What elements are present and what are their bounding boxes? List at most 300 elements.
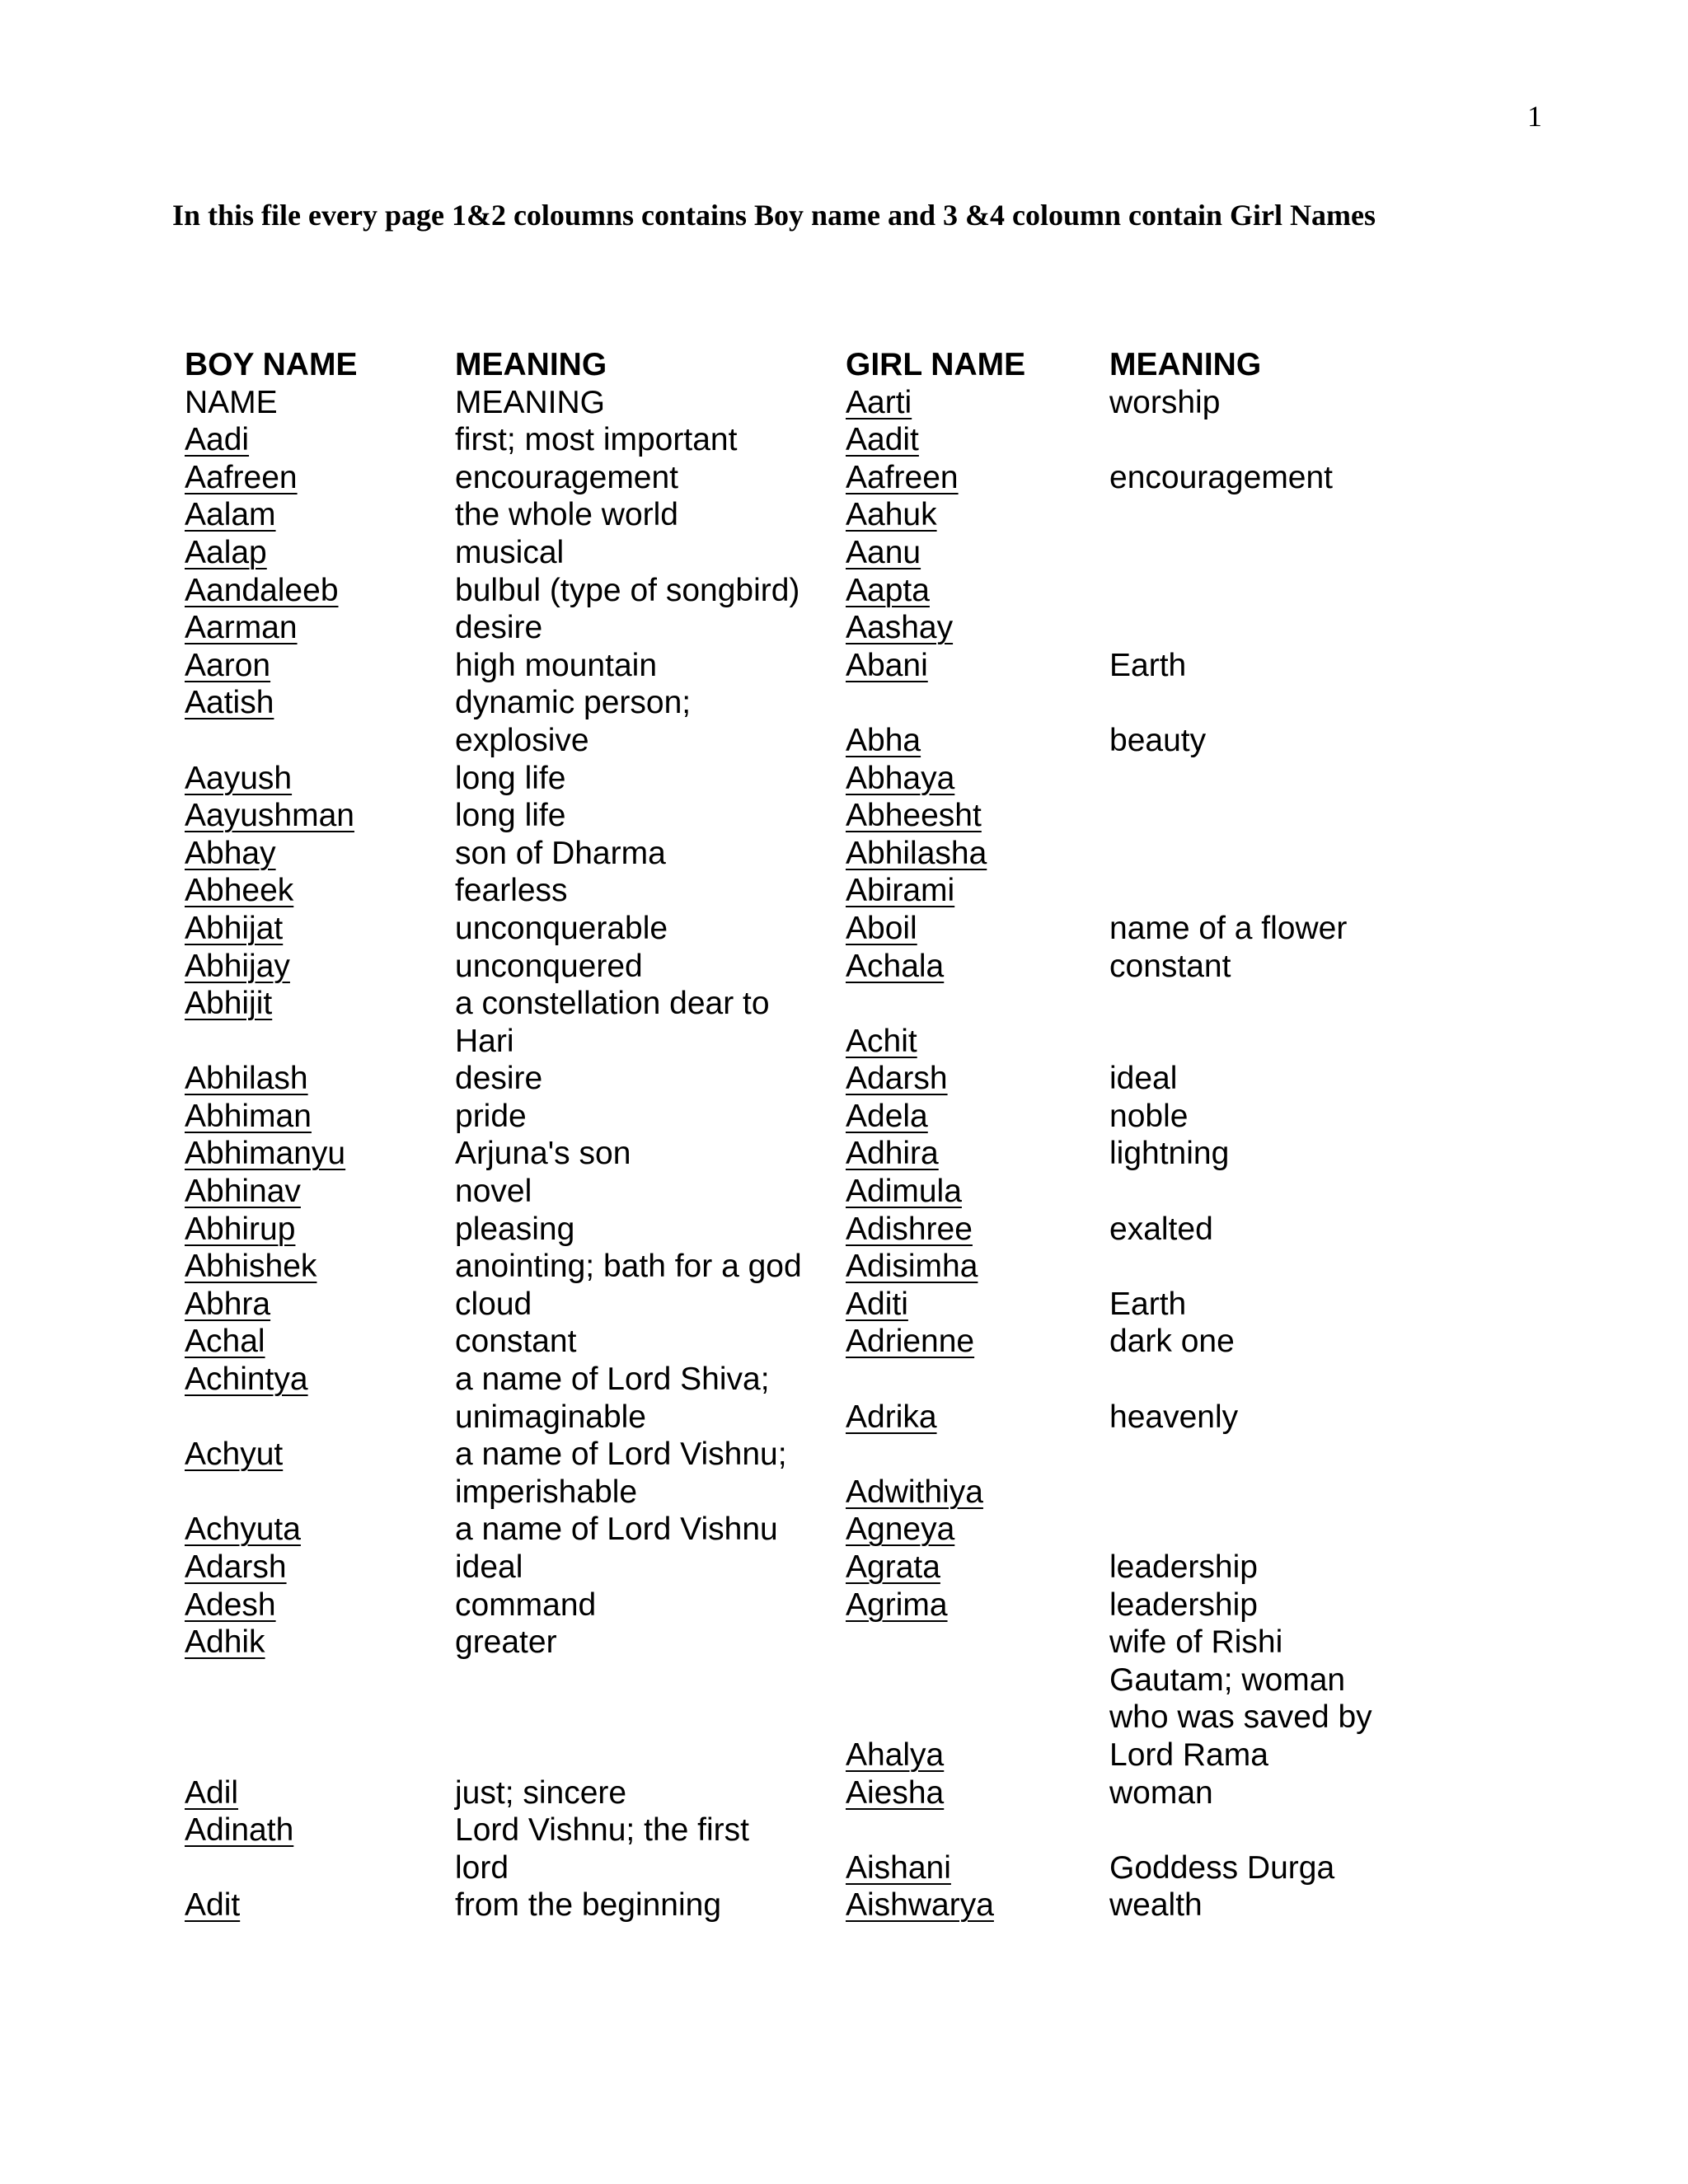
name-link[interactable]: Aalam <box>185 497 276 533</box>
girl-name-cell <box>846 1736 1109 1774</box>
name-link[interactable]: Achyuta <box>185 1511 301 1548</box>
girl-name-cell <box>846 722 1109 760</box>
page-number: 1 <box>1527 100 1542 133</box>
name-link[interactable]: Adisimha <box>846 1249 978 1285</box>
boy-name-cell <box>185 1248 455 1286</box>
girl-name-cell <box>846 1661 1109 1699</box>
girl-meaning-cell <box>1109 985 1373 1023</box>
cell-text: Lord Rama <box>1109 1736 1268 1773</box>
name-link[interactable]: Aarti <box>846 384 912 420</box>
header-girl-meaning: MEANING <box>1109 347 1262 382</box>
girl-name-cell <box>846 1248 1109 1286</box>
boy-name-cell <box>185 384 455 422</box>
boy-name-cell <box>185 496 455 534</box>
girl-name-cell <box>846 835 1109 873</box>
boy-name-cell <box>185 647 455 685</box>
cell-text: encouragement <box>455 459 679 495</box>
boy-name-cell <box>185 572 455 610</box>
boy-meaning-cell <box>455 1323 846 1361</box>
cell-text: exalted <box>1109 1211 1213 1247</box>
name-link[interactable]: Adarsh <box>185 1549 287 1585</box>
cell-text: musical <box>455 534 565 570</box>
cell-text: name of a flower <box>1109 910 1348 946</box>
boy-name-cell <box>185 1661 455 1699</box>
cell-text: Lord Vishnu; the first <box>455 1812 749 1849</box>
table-row <box>185 1736 1373 1774</box>
girl-meaning-cell <box>1109 1211 1373 1249</box>
name-link[interactable]: Aayush <box>185 760 293 796</box>
name-link[interactable]: Aashay <box>846 610 954 646</box>
table-row <box>185 1624 1373 1661</box>
boy-meaning-cell <box>455 948 846 986</box>
girl-meaning-cell <box>1109 1849 1373 1887</box>
name-link[interactable]: Aboil <box>846 910 917 946</box>
boy-meaning-cell <box>455 1023 846 1061</box>
name-link[interactable]: Aadi <box>185 422 250 458</box>
girl-meaning-cell <box>1109 647 1373 685</box>
girl-name-cell <box>846 1849 1109 1887</box>
name-link[interactable]: Achintya <box>185 1361 308 1398</box>
boy-meaning-cell <box>455 496 846 534</box>
girl-meaning-cell <box>1109 1436 1373 1474</box>
name-link[interactable]: Achala <box>846 948 945 984</box>
cell-text: wife of Rishi <box>1109 1624 1283 1661</box>
girl-name-cell <box>846 797 1109 835</box>
cell-text: novel <box>455 1174 532 1210</box>
name-link[interactable]: Abhilash <box>185 1061 308 1097</box>
boy-meaning-cell <box>455 1661 846 1699</box>
name-link[interactable]: Agrata <box>846 1549 940 1585</box>
cell-text: constant <box>455 1324 577 1360</box>
boy-meaning-cell <box>455 797 846 835</box>
cell-text: explosive <box>455 722 589 758</box>
name-link[interactable]: Abirami <box>846 873 955 909</box>
boy-meaning-cell <box>455 722 846 760</box>
cell-text: greater <box>455 1624 557 1661</box>
boy-name-cell <box>185 1399 455 1436</box>
girl-name-cell <box>846 1173 1109 1211</box>
name-link[interactable]: Aatish <box>185 685 274 721</box>
cell-text: desire <box>455 1061 543 1097</box>
table-row <box>185 647 1373 685</box>
boy-name-cell <box>185 1060 455 1098</box>
name-link[interactable]: Adil <box>185 1774 239 1811</box>
boy-name-cell <box>185 609 455 647</box>
name-link[interactable]: Aalap <box>185 534 267 570</box>
girl-name-cell <box>846 1399 1109 1436</box>
girl-meaning-cell <box>1109 496 1373 534</box>
name-link[interactable]: Agrima <box>846 1586 948 1623</box>
girl-name-cell <box>846 1060 1109 1098</box>
boy-name-cell <box>185 722 455 760</box>
table-row <box>185 872 1373 910</box>
boy-meaning-cell <box>455 534 846 572</box>
name-link[interactable]: Aapta <box>846 572 930 608</box>
table-row <box>185 1135 1373 1173</box>
name-link[interactable]: Adarsh <box>846 1061 948 1097</box>
name-link[interactable]: Aditi <box>846 1286 908 1322</box>
cell-text: leadership <box>1109 1549 1258 1585</box>
name-link[interactable]: Abhiman <box>185 1098 312 1134</box>
girl-meaning-cell <box>1109 684 1373 722</box>
name-link[interactable]: Abhinav <box>185 1174 301 1210</box>
cell-text: leadership <box>1109 1586 1258 1623</box>
table-row <box>185 1286 1373 1324</box>
boy-meaning-cell <box>455 1586 846 1624</box>
table-row <box>185 722 1373 760</box>
girl-name-cell <box>846 1211 1109 1249</box>
boy-meaning-cell <box>455 421 846 459</box>
boy-meaning-cell <box>455 572 846 610</box>
name-link[interactable]: Abhijit <box>185 986 273 1022</box>
cell-text: cloud <box>455 1286 532 1322</box>
boy-name-cell <box>185 1549 455 1586</box>
name-link[interactable]: Abhishek <box>185 1249 317 1285</box>
girl-name-cell <box>846 1474 1109 1511</box>
names-table <box>185 346 1373 1924</box>
boy-name-cell <box>185 459 455 497</box>
girl-name-cell <box>846 1323 1109 1361</box>
table-row <box>185 684 1373 722</box>
table-row <box>185 1248 1373 1286</box>
header-girl-name: GIRL NAME <box>846 347 1026 382</box>
boy-name-cell <box>185 1699 455 1736</box>
girl-meaning-cell <box>1109 722 1373 760</box>
name-link[interactable]: Abhaya <box>846 760 955 796</box>
girl-meaning-cell <box>1109 1736 1373 1774</box>
girl-meaning-cell <box>1109 1248 1373 1286</box>
name-link[interactable]: Abhijat <box>185 910 284 946</box>
girl-name-cell <box>846 1586 1109 1624</box>
cell-text: NAME <box>185 384 278 420</box>
girl-meaning-cell <box>1109 1361 1373 1399</box>
girl-name-cell <box>846 496 1109 534</box>
cell-text: dark one <box>1109 1324 1235 1360</box>
cell-text: beauty <box>1109 722 1207 758</box>
boy-name-cell <box>185 760 455 798</box>
boy-meaning-cell <box>455 1135 846 1173</box>
cell-text: ideal <box>455 1549 523 1585</box>
table-row <box>185 797 1373 835</box>
boy-name-cell <box>185 985 455 1023</box>
boy-name-cell <box>185 797 455 835</box>
girl-name-cell <box>846 1436 1109 1474</box>
cell-text: command <box>455 1586 597 1623</box>
girl-name-cell <box>846 1774 1109 1812</box>
boy-meaning-cell <box>455 1361 846 1399</box>
boy-meaning-cell <box>455 1736 846 1774</box>
girl-name-cell <box>846 1023 1109 1061</box>
name-link[interactable]: Achit <box>846 1023 917 1059</box>
boy-meaning-cell <box>455 835 846 873</box>
name-link[interactable]: Abha <box>846 722 921 758</box>
cell-text: anointing; bath for a god <box>455 1249 802 1285</box>
girl-meaning-cell <box>1109 1098 1373 1136</box>
girl-name-cell <box>846 1361 1109 1399</box>
girl-name-cell <box>846 1624 1109 1661</box>
cell-text: a name of Lord Shiva; <box>455 1361 770 1398</box>
name-link[interactable]: Aayushman <box>185 798 354 834</box>
girl-name-cell <box>846 1135 1109 1173</box>
cell-text: a name of Lord Vishnu; <box>455 1436 787 1473</box>
table-row <box>185 609 1373 647</box>
girl-name-cell <box>846 421 1109 459</box>
cell-text: noble <box>1109 1098 1189 1134</box>
girl-name-cell <box>846 910 1109 948</box>
boy-meaning-cell <box>455 1248 846 1286</box>
table-row <box>185 534 1373 572</box>
table-row <box>185 1661 1373 1699</box>
boy-name-cell <box>185 872 455 910</box>
boy-name-cell <box>185 1849 455 1887</box>
name-link[interactable]: Abhra <box>185 1286 271 1322</box>
girl-name-cell <box>846 760 1109 798</box>
boy-meaning-cell <box>455 609 846 647</box>
name-link[interactable]: Aishani <box>846 1849 951 1886</box>
girl-name-cell <box>846 1549 1109 1586</box>
cell-text: Goddess Durga <box>1109 1849 1335 1886</box>
girl-meaning-cell <box>1109 1774 1373 1812</box>
girl-meaning-cell <box>1109 572 1373 610</box>
cell-text: Arjuna's son <box>455 1136 631 1172</box>
cell-text: pride <box>455 1098 527 1134</box>
name-link[interactable]: Aadit <box>846 422 919 458</box>
girl-meaning-cell <box>1109 534 1373 572</box>
boy-meaning-cell <box>455 459 846 497</box>
name-link[interactable]: Achyut <box>185 1436 284 1473</box>
girl-meaning-cell <box>1109 421 1373 459</box>
name-link[interactable]: Abheek <box>185 873 294 909</box>
girl-meaning-cell <box>1109 384 1373 422</box>
name-link[interactable]: Aanu <box>846 534 921 570</box>
girl-name-cell <box>846 647 1109 685</box>
boy-meaning-cell <box>455 1286 846 1324</box>
girl-meaning-cell <box>1109 1549 1373 1586</box>
boy-meaning-cell <box>455 1098 846 1136</box>
table-row <box>185 1849 1373 1887</box>
girl-meaning-cell <box>1109 760 1373 798</box>
cell-text: Hari <box>455 1023 514 1059</box>
girl-meaning-cell <box>1109 1886 1373 1924</box>
name-link[interactable]: Aandaleeb <box>185 572 339 608</box>
header-boy-meaning: MEANING <box>455 347 607 382</box>
cell-text: long life <box>455 760 566 796</box>
girl-name-cell <box>846 1811 1109 1849</box>
name-link[interactable]: Adela <box>846 1098 928 1134</box>
boy-name-cell <box>185 1511 455 1549</box>
cell-text: lord <box>455 1849 509 1886</box>
name-link[interactable]: Abhilasha <box>846 835 987 871</box>
boy-name-cell <box>185 534 455 572</box>
boy-meaning-cell <box>455 1173 846 1211</box>
boy-meaning-cell <box>455 1060 846 1098</box>
girl-meaning-cell <box>1109 910 1373 948</box>
name-link[interactable]: Adimula <box>846 1174 962 1210</box>
cell-text: wealth <box>1109 1887 1203 1924</box>
cell-text: unconquerable <box>455 910 668 946</box>
cell-text: bulbul (type of songbird) <box>455 572 800 608</box>
name-link[interactable]: Adrienne <box>846 1324 975 1360</box>
boy-name-cell <box>185 1774 455 1812</box>
name-link[interactable]: Aafreen <box>185 459 298 495</box>
cell-text: dynamic person; <box>455 685 692 721</box>
girl-meaning-cell <box>1109 1811 1373 1849</box>
boy-meaning-cell <box>455 1624 846 1661</box>
cell-text: ideal <box>1109 1061 1178 1097</box>
name-link[interactable]: Abhijay <box>185 948 290 984</box>
cell-text: fearless <box>455 873 568 909</box>
table-row <box>185 1699 1373 1736</box>
name-link[interactable]: Abheesht <box>846 798 982 834</box>
girl-meaning-cell <box>1109 1060 1373 1098</box>
cell-text: son of Dharma <box>455 835 666 871</box>
table-row <box>185 1060 1373 1098</box>
boy-meaning-cell <box>455 910 846 948</box>
girl-name-cell <box>846 572 1109 610</box>
cell-text: Earth <box>1109 1286 1187 1322</box>
name-link[interactable]: Adrika <box>846 1399 937 1435</box>
cell-text: a name of Lord Vishnu <box>455 1511 778 1548</box>
boy-meaning-cell <box>455 1436 846 1474</box>
cell-text: unconquered <box>455 948 643 984</box>
cell-text: desire <box>455 610 543 646</box>
boy-meaning-cell <box>455 1849 846 1887</box>
boy-meaning-cell <box>455 985 846 1023</box>
boy-meaning-cell <box>455 1699 846 1736</box>
name-link[interactable]: Agneya <box>846 1511 955 1548</box>
boy-name-cell <box>185 1361 455 1399</box>
table-row <box>185 1211 1373 1249</box>
table-row <box>185 421 1373 459</box>
name-link[interactable]: Abhay <box>185 835 276 871</box>
boy-name-cell <box>185 1474 455 1511</box>
cell-text: from the beginning <box>455 1887 722 1924</box>
girl-name-cell <box>846 985 1109 1023</box>
boy-name-cell <box>185 421 455 459</box>
boy-meaning-cell <box>455 384 846 422</box>
name-link[interactable]: Adesh <box>185 1586 276 1623</box>
table-row <box>185 1886 1373 1924</box>
girl-meaning-cell <box>1109 1135 1373 1173</box>
name-link[interactable]: Ahalya <box>846 1736 945 1773</box>
name-link[interactable]: Abani <box>846 647 928 683</box>
boy-name-cell <box>185 1323 455 1361</box>
boy-name-cell <box>185 1023 455 1061</box>
cell-text: lightning <box>1109 1136 1230 1172</box>
cell-text: MEANING <box>455 384 606 420</box>
girl-name-cell <box>846 948 1109 986</box>
girl-meaning-cell <box>1109 1286 1373 1324</box>
name-link[interactable]: Adinath <box>185 1812 294 1849</box>
boy-name-cell <box>185 948 455 986</box>
girl-meaning-cell <box>1109 1586 1373 1624</box>
name-link[interactable]: Aaron <box>185 647 271 683</box>
name-link[interactable]: Adhik <box>185 1624 265 1661</box>
boy-meaning-cell <box>455 1211 846 1249</box>
name-link[interactable]: Adwithiya <box>846 1474 983 1510</box>
table-row <box>185 1023 1373 1061</box>
table-row <box>185 1774 1373 1812</box>
boy-name-cell <box>185 1436 455 1474</box>
girl-meaning-cell <box>1109 948 1373 986</box>
boy-name-cell <box>185 1736 455 1774</box>
name-link[interactable]: Abhirup <box>185 1211 296 1247</box>
cell-text: Gautam; woman <box>1109 1661 1346 1698</box>
cell-text: worship <box>1109 384 1221 420</box>
boy-name-cell <box>185 910 455 948</box>
name-link[interactable]: Aahuk <box>846 497 937 533</box>
girl-meaning-cell <box>1109 1474 1373 1511</box>
girl-name-cell <box>846 684 1109 722</box>
table-row <box>185 1361 1373 1399</box>
girl-name-cell <box>846 609 1109 647</box>
cell-text: a constellation dear to <box>455 986 770 1022</box>
cell-text: unimaginable <box>455 1399 647 1435</box>
girl-name-cell <box>846 459 1109 497</box>
girl-name-cell <box>846 1098 1109 1136</box>
table-row <box>185 459 1373 497</box>
boy-name-cell <box>185 1586 455 1624</box>
table-row <box>185 948 1373 986</box>
boy-name-cell <box>185 1624 455 1661</box>
name-link[interactable]: Abhimanyu <box>185 1136 346 1172</box>
table-row <box>185 985 1373 1023</box>
girl-name-cell <box>846 384 1109 422</box>
name-link[interactable]: Achal <box>185 1324 265 1360</box>
cell-text: long life <box>455 798 566 834</box>
boy-meaning-cell <box>455 1549 846 1586</box>
cell-text: imperishable <box>455 1474 638 1510</box>
cell-text: constant <box>1109 948 1231 984</box>
cell-text: just; sincere <box>455 1774 627 1811</box>
girl-meaning-cell <box>1109 459 1373 497</box>
boy-name-cell <box>185 1098 455 1136</box>
girl-name-cell <box>846 1699 1109 1736</box>
table-row <box>185 910 1373 948</box>
boy-meaning-cell <box>455 684 846 722</box>
table-row <box>185 1586 1373 1624</box>
girl-meaning-cell <box>1109 1023 1373 1061</box>
cell-text: heavenly <box>1109 1399 1239 1435</box>
girl-meaning-cell <box>1109 1173 1373 1211</box>
girl-meaning-cell <box>1109 1661 1373 1699</box>
name-link[interactable]: Adhira <box>846 1136 939 1172</box>
cell-text: who was saved by <box>1109 1699 1372 1736</box>
name-link[interactable]: Adit <box>185 1887 241 1924</box>
table-row <box>185 835 1373 873</box>
girl-meaning-cell <box>1109 1624 1373 1661</box>
name-link[interactable]: Adishree <box>846 1211 973 1247</box>
boy-name-cell <box>185 1886 455 1924</box>
cell-text: the whole world <box>455 497 678 533</box>
boy-meaning-cell <box>455 1511 846 1549</box>
boy-meaning-cell <box>455 1811 846 1849</box>
girl-name-cell <box>846 1886 1109 1924</box>
girl-name-cell <box>846 1511 1109 1549</box>
name-link[interactable]: Aishwarya <box>846 1887 994 1924</box>
table-row <box>185 1399 1373 1436</box>
table-row <box>185 1511 1373 1549</box>
boy-meaning-cell <box>455 1886 846 1924</box>
cell-text: high mountain <box>455 647 658 683</box>
name-link[interactable]: Aarman <box>185 610 298 646</box>
table-header-row <box>185 346 1373 384</box>
name-link[interactable]: Aafreen <box>846 459 959 495</box>
table-row <box>185 572 1373 610</box>
boy-name-cell <box>185 684 455 722</box>
name-link[interactable]: Aiesha <box>846 1774 945 1811</box>
girl-meaning-cell <box>1109 609 1373 647</box>
